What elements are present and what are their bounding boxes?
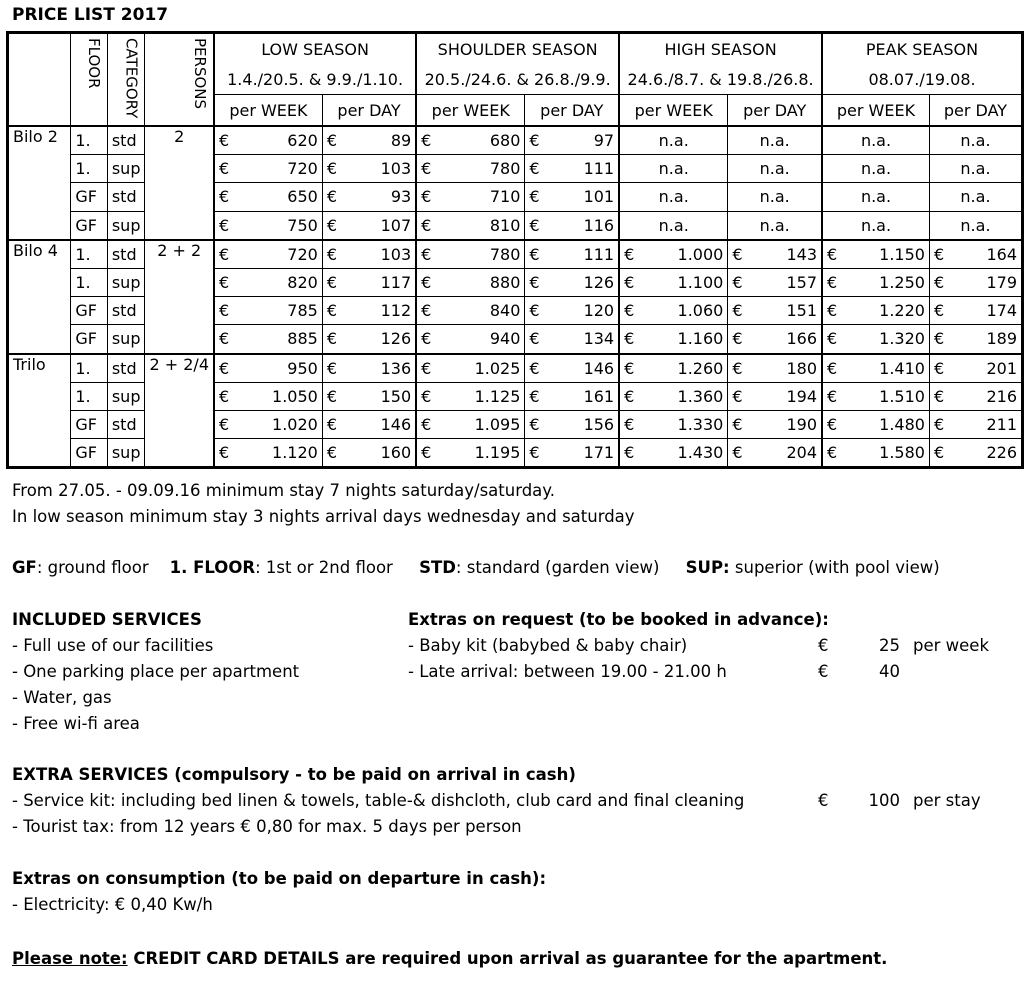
legend-key: GF: [12, 558, 37, 577]
currency-symbol: €: [416, 297, 437, 325]
please-note-text: CREDIT CARD DETAILS are required upon arrival as guarantee for the apartment.: [127, 949, 888, 968]
legend-text: : standard (garden view): [455, 558, 660, 577]
currency-symbol: €: [416, 354, 437, 383]
included-services-title: INCLUDED SERVICES: [12, 610, 202, 629]
currency-symbol: €: [525, 382, 545, 410]
price-cell: n.a.: [929, 126, 1022, 155]
extras-request-item: - Baby kit (babybed & baby chair): [408, 636, 688, 655]
price-cell: 117: [343, 268, 416, 296]
please-note: [12, 946, 887, 972]
price-cell: 620: [235, 126, 322, 155]
price-cell: 190: [748, 410, 822, 438]
price-cell: 189: [950, 325, 1023, 354]
price-cell: 126: [343, 325, 416, 354]
legend-text: superior (with pool view): [729, 558, 940, 577]
price-cell: 1.260: [640, 354, 728, 383]
currency-symbol: €: [214, 410, 235, 438]
persons-cell: 2 + 2/4: [145, 354, 214, 468]
currency-symbol: €: [929, 268, 949, 296]
price-cell: 89: [343, 126, 416, 155]
page-title: PRICE LIST 2017: [12, 5, 169, 25]
currency-symbol: €: [929, 410, 949, 438]
currency-symbol: €: [619, 297, 640, 325]
extra-services-amount: 100: [868, 791, 900, 810]
min-stay-line-2: In low season minimum stay 3 nights arrival days wednesday and saturday: [12, 507, 635, 526]
list-item: - One parking place per apartment: [12, 662, 300, 681]
currency-symbol: €: [619, 410, 640, 438]
currency-symbol: €: [822, 268, 843, 296]
currency-symbol: €: [322, 268, 342, 296]
currency-symbol: €: [525, 155, 545, 183]
currency-symbol: €: [322, 240, 342, 269]
currency-symbol: €: [322, 155, 342, 183]
currency-symbol: €: [929, 325, 949, 354]
price-cell: 1.100: [640, 268, 728, 296]
category-cell: std: [107, 126, 145, 155]
list-item: - Water, gas: [12, 688, 112, 707]
currency-symbol: €: [322, 439, 342, 468]
price-cell: 111: [545, 240, 619, 269]
price-cell: n.a.: [822, 126, 929, 155]
currency-symbol: €: [416, 183, 437, 211]
price-cell: 1.120: [235, 439, 322, 468]
table-row: [8, 126, 1023, 155]
price-cell: 146: [545, 354, 619, 383]
header-persons: PERSONS: [145, 33, 214, 127]
price-cell: n.a.: [822, 183, 929, 211]
currency-symbol: €: [214, 211, 235, 240]
currency-symbol: €: [619, 439, 640, 468]
min-stay-note: [12, 478, 635, 530]
currency-symbol: €: [728, 354, 748, 383]
price-cell: 1.020: [235, 410, 322, 438]
floor-cell: GF: [71, 211, 108, 240]
currency-symbol: €: [525, 297, 545, 325]
price-cell: 171: [545, 439, 619, 468]
category-cell: sup: [107, 155, 145, 183]
currency-symbol: €: [214, 354, 235, 383]
price-cell: 107: [343, 211, 416, 240]
price-cell: 720: [235, 155, 322, 183]
price-cell: n.a.: [728, 211, 822, 240]
price-cell: 1.000: [640, 240, 728, 269]
currency-symbol: €: [525, 439, 545, 468]
apartment-type: Bilo 4: [8, 240, 71, 354]
price-cell: 880: [437, 268, 525, 296]
currency-symbol: €: [525, 211, 545, 240]
currency-symbol: €: [525, 268, 545, 296]
included-services: [12, 607, 299, 737]
price-cell: n.a.: [619, 183, 728, 211]
price-cell: 885: [235, 325, 322, 354]
currency-symbol: €: [416, 439, 437, 468]
price-cell: 161: [545, 382, 619, 410]
price-cell: 126: [545, 268, 619, 296]
list-item: - Free wi-fi area: [12, 714, 140, 733]
price-cell: 180: [748, 354, 822, 383]
floor-cell: GF: [71, 439, 108, 468]
season-name: PEAK SEASON: [822, 33, 1022, 65]
extras-request-amount: 25: [879, 636, 900, 655]
persons-cell: 2: [145, 126, 214, 240]
price-cell: 710: [437, 183, 525, 211]
per-week-header: per WEEK: [214, 95, 322, 127]
season-dates: 24.6./8.7. & 19.8./26.8.: [619, 64, 822, 95]
floor-cell: 1.: [71, 126, 108, 155]
extra-services-unit: per stay: [913, 791, 981, 810]
price-cell: 160: [343, 439, 416, 468]
currency-symbol: €: [322, 183, 342, 211]
price-cell: 211: [950, 410, 1023, 438]
currency-symbol: €: [728, 439, 748, 468]
currency-symbol: €: [525, 183, 545, 211]
price-cell: 1.160: [640, 325, 728, 354]
price-cell: 111: [545, 155, 619, 183]
currency-symbol: €: [619, 325, 640, 354]
price-cell: 97: [545, 126, 619, 155]
price-cell: 810: [437, 211, 525, 240]
price-cell: 116: [545, 211, 619, 240]
legend-line: [12, 555, 940, 581]
price-cell: 103: [343, 240, 416, 269]
per-day-header: per DAY: [728, 95, 822, 127]
floor-cell: GF: [71, 325, 108, 354]
price-cell: n.a.: [728, 155, 822, 183]
price-cell: 174: [950, 297, 1023, 325]
price-cell: 1.360: [640, 382, 728, 410]
header-floor: FLOOR: [71, 33, 108, 127]
currency-symbol: €: [619, 382, 640, 410]
per-week-header: per WEEK: [822, 95, 929, 127]
category-cell: sup: [107, 268, 145, 296]
consumption-extras: [12, 866, 546, 918]
price-cell: 940: [437, 325, 525, 354]
price-cell: 1.430: [640, 439, 728, 468]
season-dates: 20.5./24.6. & 26.8./9.9.: [416, 64, 619, 95]
price-cell: 720: [235, 240, 322, 269]
price-cell: 750: [235, 211, 322, 240]
price-cell: 166: [748, 325, 822, 354]
price-cell: 1.050: [235, 382, 322, 410]
persons-cell: 2 + 2: [145, 240, 214, 354]
currency-symbol: €: [728, 240, 748, 269]
price-cell: 93: [343, 183, 416, 211]
price-cell: 1.330: [640, 410, 728, 438]
currency-symbol: €: [214, 155, 235, 183]
currency-symbol: €: [214, 126, 235, 155]
currency-symbol: €: [416, 325, 437, 354]
per-week-header: per WEEK: [416, 95, 525, 127]
floor-cell: 1.: [71, 240, 108, 269]
season-name: SHOULDER SEASON: [416, 33, 619, 65]
currency-symbol: €: [728, 325, 748, 354]
extras-request-unit: per week: [913, 636, 990, 655]
currency-symbol: €: [322, 211, 342, 240]
table-row: [8, 354, 1023, 383]
category-cell: sup: [107, 439, 145, 468]
season-name: HIGH SEASON: [619, 33, 822, 65]
price-cell: n.a.: [728, 126, 822, 155]
legend-text: : 1st or 2nd floor: [255, 558, 393, 577]
table-row: [8, 240, 1023, 269]
currency-symbol: €: [818, 791, 829, 810]
price-cell: 204: [748, 439, 822, 468]
price-cell: 1.125: [437, 382, 525, 410]
price-cell: 780: [437, 155, 525, 183]
currency-symbol: €: [728, 382, 748, 410]
legend-text: : ground floor: [36, 558, 149, 577]
currency-symbol: €: [416, 410, 437, 438]
currency-symbol: €: [822, 325, 843, 354]
currency-symbol: €: [822, 297, 843, 325]
currency-symbol: €: [728, 297, 748, 325]
currency-symbol: €: [929, 439, 949, 468]
season-dates: 08.07./19.08.: [822, 64, 1022, 95]
floor-cell: 1.: [71, 354, 108, 383]
currency-symbol: €: [822, 382, 843, 410]
category-cell: std: [107, 183, 145, 211]
apartment-type: Trilo: [8, 354, 71, 468]
currency-symbol: €: [214, 382, 235, 410]
price-cell: 1.410: [843, 354, 930, 383]
currency-symbol: €: [214, 268, 235, 296]
currency-symbol: €: [416, 382, 437, 410]
floor-cell: 1.: [71, 382, 108, 410]
price-cell: 201: [950, 354, 1023, 383]
currency-symbol: €: [929, 382, 949, 410]
price-cell: n.a.: [619, 126, 728, 155]
per-day-header: per DAY: [929, 95, 1022, 127]
currency-symbol: €: [525, 410, 545, 438]
floor-cell: GF: [71, 410, 108, 438]
currency-symbol: €: [822, 410, 843, 438]
season-dates: 1.4./20.5. & 9.9./1.10.: [214, 64, 416, 95]
currency-symbol: €: [822, 439, 843, 468]
price-cell: 1.510: [843, 382, 930, 410]
extra-services: [12, 762, 744, 840]
price-cell: 1.150: [843, 240, 930, 269]
price-cell: 785: [235, 297, 322, 325]
category-cell: std: [107, 297, 145, 325]
currency-symbol: €: [322, 297, 342, 325]
currency-symbol: €: [525, 354, 545, 383]
price-cell: 840: [437, 297, 525, 325]
extras-request-title: Extras on request (to be booked in advance):: [408, 610, 829, 629]
price-cell: n.a.: [822, 155, 929, 183]
header-corner: [8, 33, 71, 127]
price-cell: n.a.: [929, 183, 1022, 211]
price-cell: 150: [343, 382, 416, 410]
currency-symbol: €: [929, 297, 949, 325]
currency-symbol: €: [416, 240, 437, 269]
currency-symbol: €: [214, 240, 235, 269]
list-item: - Tourist tax: from 12 years € 0,80 for max. 5 days per person: [12, 817, 522, 836]
price-cell: 146: [343, 410, 416, 438]
price-cell: 157: [748, 268, 822, 296]
price-cell: n.a.: [619, 211, 728, 240]
header-row: [8, 33, 1023, 65]
currency-symbol: €: [416, 126, 437, 155]
min-stay-line-1: From 27.05. - 09.09.16 minimum stay 7 nights saturday/saturday.: [12, 481, 555, 500]
list-item: - Electricity: € 0,40 Kw/h: [12, 895, 213, 914]
currency-symbol: €: [525, 325, 545, 354]
currency-symbol: €: [728, 268, 748, 296]
currency-symbol: €: [525, 126, 545, 155]
floor-cell: GF: [71, 297, 108, 325]
price-cell: 120: [545, 297, 619, 325]
price-cell: 1.250: [843, 268, 930, 296]
header-category: CATEGORY: [107, 33, 145, 127]
price-cell: 1.220: [843, 297, 930, 325]
price-cell: 1.095: [437, 410, 525, 438]
currency-symbol: €: [929, 354, 949, 383]
list-item: - Service kit: including bed linen & towels, table-& dishcloth, club card and final cleaning: [12, 791, 745, 810]
per-day-header: per DAY: [525, 95, 619, 127]
price-cell: 1.580: [843, 439, 930, 468]
price-cell: 950: [235, 354, 322, 383]
currency-symbol: €: [416, 268, 437, 296]
price-cell: 216: [950, 382, 1023, 410]
category-cell: sup: [107, 211, 145, 240]
category-cell: sup: [107, 382, 145, 410]
price-cell: 112: [343, 297, 416, 325]
floor-cell: 1.: [71, 268, 108, 296]
currency-symbol: €: [322, 410, 342, 438]
price-cell: 1.195: [437, 439, 525, 468]
price-cell: 103: [343, 155, 416, 183]
consumption-title: Extras on consumption (to be paid on departure in cash):: [12, 869, 547, 888]
price-cell: n.a.: [929, 211, 1022, 240]
price-cell: 650: [235, 183, 322, 211]
price-cell: 134: [545, 325, 619, 354]
category-cell: std: [107, 354, 145, 383]
price-cell: 226: [950, 439, 1023, 468]
price-cell: n.a.: [619, 155, 728, 183]
price-cell: 1.025: [437, 354, 525, 383]
price-cell: 156: [545, 410, 619, 438]
currency-symbol: €: [728, 410, 748, 438]
category-cell: sup: [107, 325, 145, 354]
currency-symbol: €: [214, 325, 235, 354]
season-name: LOW SEASON: [214, 33, 416, 65]
extra-services-title: EXTRA SERVICES (compulsory - to be paid on arrival in cash): [12, 765, 576, 784]
price-cell: n.a.: [728, 183, 822, 211]
price-cell: 780: [437, 240, 525, 269]
price-cell: 136: [343, 354, 416, 383]
price-cell: 151: [748, 297, 822, 325]
price-cell: 194: [748, 382, 822, 410]
price-cell: n.a.: [929, 155, 1022, 183]
legend-key: SUP:: [685, 558, 730, 577]
apartment-type: Bilo 2: [8, 126, 71, 240]
per-week-header: per WEEK: [619, 95, 728, 127]
price-cell: n.a.: [822, 211, 929, 240]
price-cell: 1.320: [843, 325, 930, 354]
price-cell: 1.480: [843, 410, 930, 438]
floor-cell: 1.: [71, 155, 108, 183]
please-note-label: Please note:: [12, 949, 128, 968]
currency-symbol: €: [619, 268, 640, 296]
extras-request-item: - Late arrival: between 19.00 - 21.00 h: [408, 662, 727, 681]
price-cell: 143: [748, 240, 822, 269]
currency-symbol: €: [214, 183, 235, 211]
price-cell: 164: [950, 240, 1023, 269]
price-cell: 820: [235, 268, 322, 296]
legend-key: STD: [419, 558, 456, 577]
category-cell: std: [107, 240, 145, 269]
currency-symbol: €: [322, 126, 342, 155]
per-day-header: per DAY: [322, 95, 416, 127]
category-cell: std: [107, 410, 145, 438]
currency-symbol: €: [818, 636, 829, 655]
price-cell: 179: [950, 268, 1023, 296]
currency-symbol: €: [322, 382, 342, 410]
currency-symbol: €: [214, 297, 235, 325]
price-cell: 680: [437, 126, 525, 155]
floor-cell: GF: [71, 183, 108, 211]
price-cell: 1.060: [640, 297, 728, 325]
legend-key: 1. FLOOR: [169, 558, 256, 577]
currency-symbol: €: [416, 211, 437, 240]
currency-symbol: €: [929, 240, 949, 269]
currency-symbol: €: [416, 155, 437, 183]
currency-symbol: €: [619, 240, 640, 269]
currency-symbol: €: [619, 354, 640, 383]
currency-symbol: €: [822, 354, 843, 383]
currency-symbol: €: [822, 240, 843, 269]
price-cell: 101: [545, 183, 619, 211]
list-item: - Full use of our facilities: [12, 636, 214, 655]
currency-symbol: €: [525, 240, 545, 269]
currency-symbol: €: [818, 662, 829, 681]
price-table: [6, 31, 1024, 469]
extras-request-amount: 40: [879, 662, 900, 681]
currency-symbol: €: [322, 354, 342, 383]
currency-symbol: €: [214, 439, 235, 468]
currency-symbol: €: [322, 325, 342, 354]
